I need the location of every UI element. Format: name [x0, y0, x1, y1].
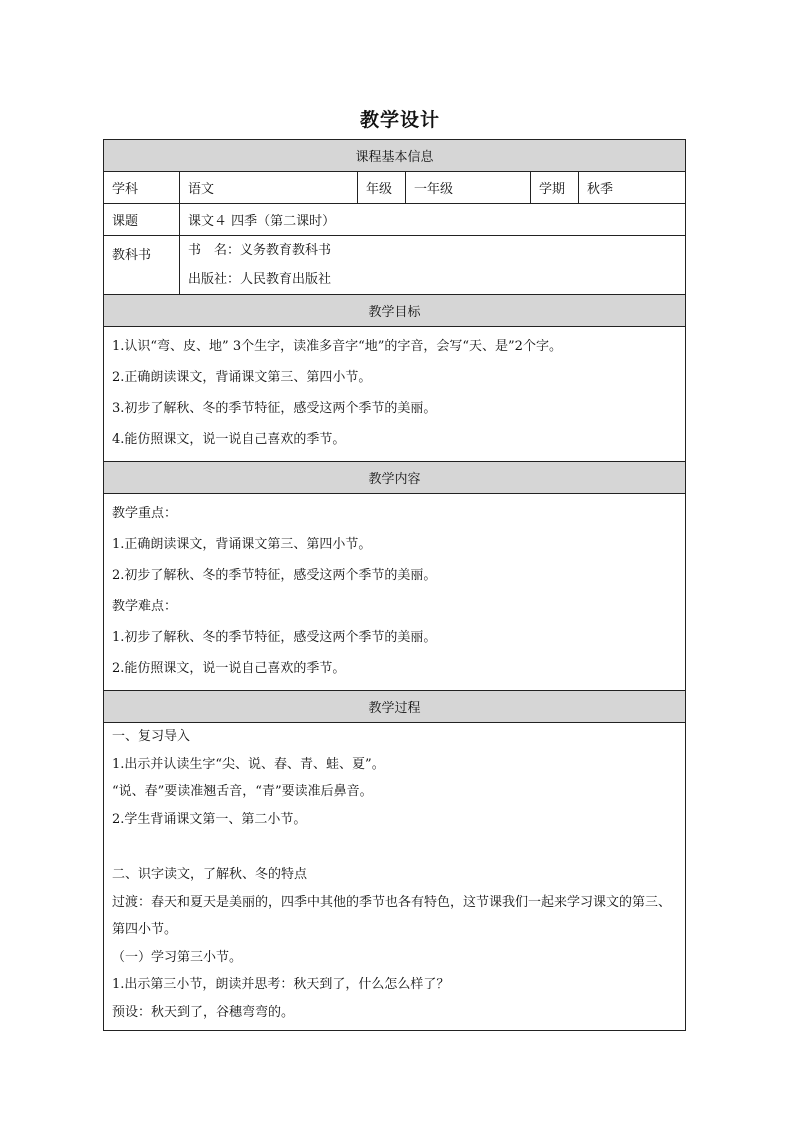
list-item: 1.出示第三小节，朗读并思考：秋天到了，什么怎么样了？	[112, 977, 450, 992]
teaching-process	[104, 723, 686, 1031]
list-item: 预设：秋天到了，谷穗弯弯的。	[112, 1004, 295, 1020]
topic-label: 课题	[104, 204, 180, 236]
section-header-objectives	[104, 295, 686, 327]
key-points-label: 教学重点：	[112, 506, 178, 521]
process-part-title: 一、复习导入	[112, 729, 191, 744]
table-row	[104, 327, 686, 462]
table-row	[104, 172, 686, 204]
table-row	[104, 204, 686, 236]
term-label: 学期	[531, 172, 579, 204]
section-header-content	[104, 462, 686, 494]
term-value: 秋季	[579, 172, 686, 204]
objectives-content	[104, 327, 686, 462]
book-name: 书 名：义务教育教科书	[188, 243, 332, 258]
section-title: 教学目标	[104, 295, 686, 327]
list-item: 1.初步了解秋、冬的季节特征，感受这两个季节的美丽。	[112, 630, 437, 645]
book-publisher: 出版社：人民教育出版社	[188, 272, 332, 287]
list-item: 2.学生背诵课文第一、第二小节。	[112, 811, 307, 827]
list-item: “说、春”要读准翘舌音，“青”要读准后鼻音。	[112, 784, 373, 799]
list-item: 1.认识“弯、皮、地” 3个生字，读准多音字“地”的字音，会写“天、是”2个字。	[112, 339, 562, 354]
transition-text: 过渡：春天和夏天是美丽的，四季中其他的季节也各有特色，这节课我们一起来学习课文的第三、第四小节。	[112, 894, 672, 937]
subject-label: 学科	[104, 172, 180, 204]
list-item: 4.能仿照课文，说一说自己喜欢的季节。	[112, 432, 346, 447]
process-subtitle: （一）学习第三小节。	[112, 949, 243, 965]
page-title: 教学设计	[359, 109, 440, 131]
list-item: 3.初步了解秋、冬的季节特征，感受这两个季节的美丽。	[112, 401, 437, 416]
list-item: 2.能仿照课文，说一说自己喜欢的季节。	[112, 661, 346, 676]
grade-label: 年级	[358, 172, 406, 204]
subject-value: 语文	[180, 172, 358, 204]
difficult-points-label: 教学难点：	[112, 599, 178, 614]
list-item: 2.初步了解秋、冬的季节特征，感受这两个季节的美丽。	[112, 568, 437, 583]
list-item: 2.正确朗读课文，背诵课文第三、第四小节。	[112, 370, 372, 385]
table-row	[104, 236, 686, 295]
section-header-process	[104, 691, 686, 723]
section-title: 教学内容	[104, 462, 686, 494]
section-title: 教学过程	[104, 691, 686, 723]
table-row	[104, 723, 686, 1031]
teaching-content	[104, 494, 686, 691]
list-item: 1.出示并认读生字“尖、说、春、青、蛙、夏”。	[112, 756, 385, 772]
section-header-basic-info	[104, 140, 686, 172]
textbook-label: 教科书	[104, 236, 180, 295]
topic-value: 课文４ 四季（第二课时）	[180, 204, 686, 236]
section-title: 课程基本信息	[104, 140, 686, 172]
textbook-info	[180, 236, 686, 295]
list-item: 1.正确朗读课文，背诵课文第三、第四小节。	[112, 537, 372, 552]
grade-value: 一年级	[406, 172, 531, 204]
lesson-plan-table	[103, 139, 686, 1031]
spacer	[112, 833, 677, 861]
table-row	[104, 494, 686, 691]
process-part-title: 二、识字读文，了解秋、冬的特点	[112, 867, 308, 882]
